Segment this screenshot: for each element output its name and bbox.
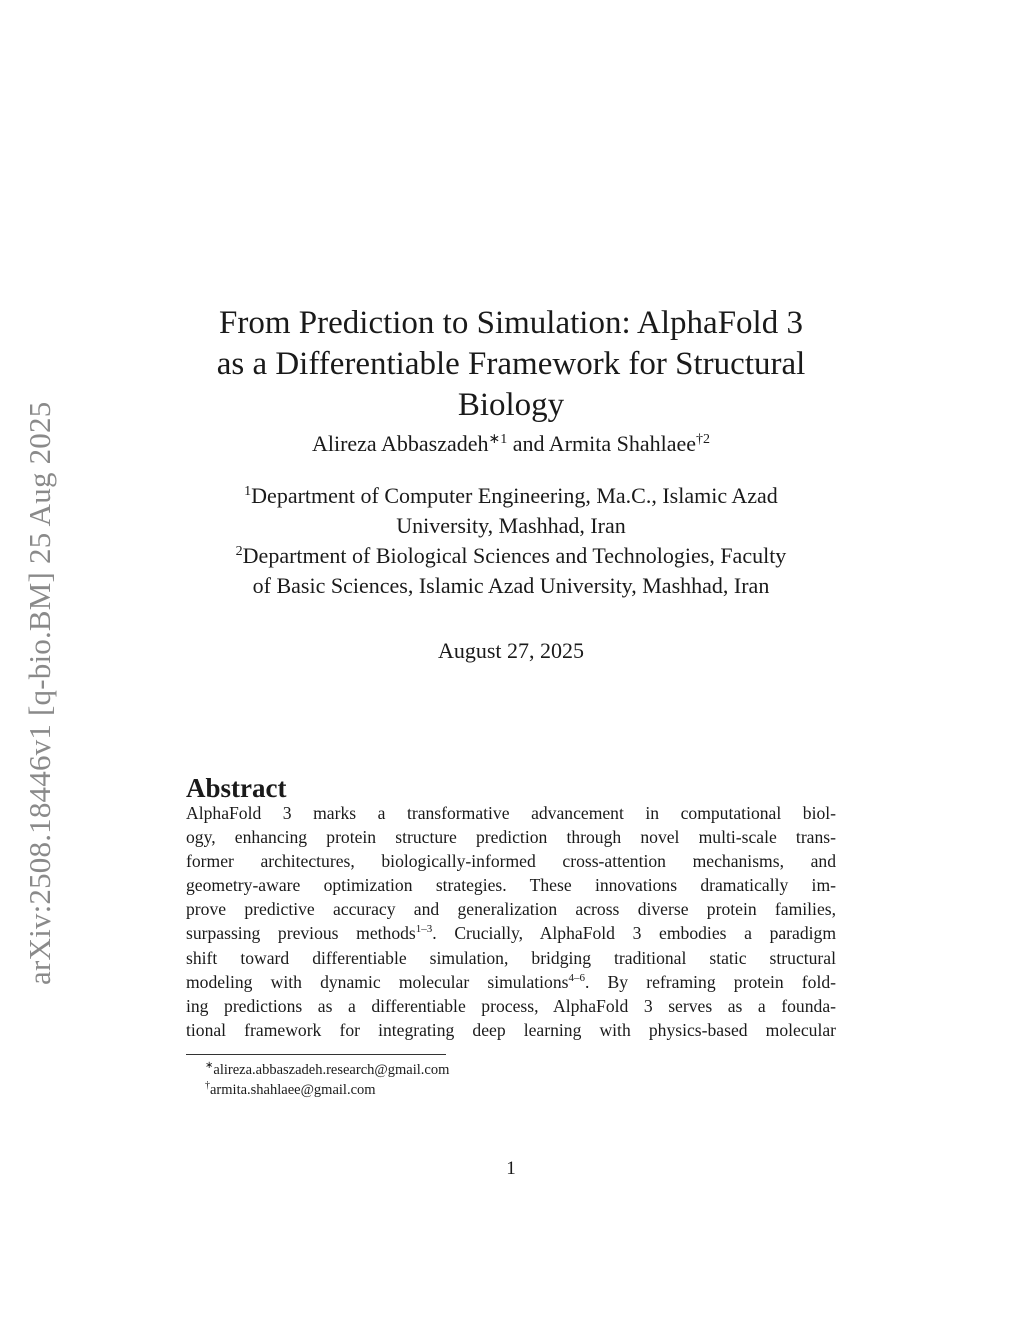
paper-title [186, 303, 836, 426]
page-number: 1 [506, 1158, 516, 1179]
citation-reference: 4–6 [568, 971, 585, 984]
affiliation-number: 1 [244, 484, 252, 499]
footnote-email: †armita.shahlaee@gmail.com [205, 1080, 376, 1098]
abstract-line: ogy, enhancing protein structure prediction through novel multi-scale trans- [186, 827, 836, 848]
affiliation-number: 2 [235, 544, 243, 559]
arxiv-identifier-stamp: arXiv:2508.18446v1 [q-bio.BM] 25 Aug 2025 [22, 401, 57, 985]
abstract-body [186, 801, 836, 1042]
title-line: as a Differentiable Framework for Structural [216, 346, 806, 383]
author-list [186, 431, 836, 457]
abstract-heading: Abstract [186, 773, 287, 804]
title-line: Biology [457, 387, 565, 424]
abstract-line: AlphaFold 3 marks a transformative advancement in computational biol- [186, 803, 836, 823]
footnotes [205, 1060, 449, 1100]
footnote-mark: ∗ [205, 1060, 214, 1071]
abstract-line: tional framework for integrating deep learning with physics-based molecular [186, 1019, 836, 1040]
abstract-line: surpassing previous methods$^{1-3}$. Crucially, AlphaFold 3 embodies a paradigm [186, 923, 837, 944]
affiliation-line: $^1$Department of Computer Engineering, Ma.C., Islamic Azad [244, 483, 778, 508]
citation-reference: 1–3 [415, 923, 433, 936]
footnote-email: ∗alireza.abbaszadeh.research@gmail.com [205, 1060, 450, 1078]
affiliation-2 [186, 541, 836, 601]
affiliation-line: University, Mashhad, Iran [396, 513, 626, 538]
author-joiner: and [512, 431, 545, 456]
abstract-line: geometry-aware optimization strategies. These innovations dramatically im- [186, 875, 836, 896]
affiliation-line: $^2$Department of Biological Sciences and Technologies, Faculty [235, 543, 787, 568]
abstract-line: former architectures, biologically-informed cross-attention mechanisms, and [186, 851, 836, 872]
abstract-line: ing predictions as a differentiable process, AlphaFold 3 serves as a founda- [186, 995, 836, 1016]
author-name: Armita Shahlaee [548, 431, 697, 456]
affiliation-line: of Basic Sciences, Islamic Azad University, Mashhad, Iran [252, 573, 770, 598]
abstract-line: prove predictive accuracy and generalization across diverse protein families, [186, 899, 836, 920]
author-name: Alireza Abbaszadeh [311, 431, 489, 456]
abstract-line: shift toward differentiable simulation, bridging traditional static structural [186, 947, 836, 968]
footnote-divider [186, 1054, 446, 1055]
footnote-mark: † [205, 1080, 210, 1091]
publication-date: August 27, 2025 [437, 638, 585, 663]
title-line: From Prediction to Simulation: AlphaFold 3 [219, 305, 803, 342]
author-mark: ∗1 [488, 432, 508, 447]
abstract-line: modeling with dynamic molecular simulations$^{4-6}$. By reframing protein fold- [186, 971, 836, 992]
author-mark: †2 [696, 432, 711, 447]
affiliation-1 [186, 481, 836, 541]
